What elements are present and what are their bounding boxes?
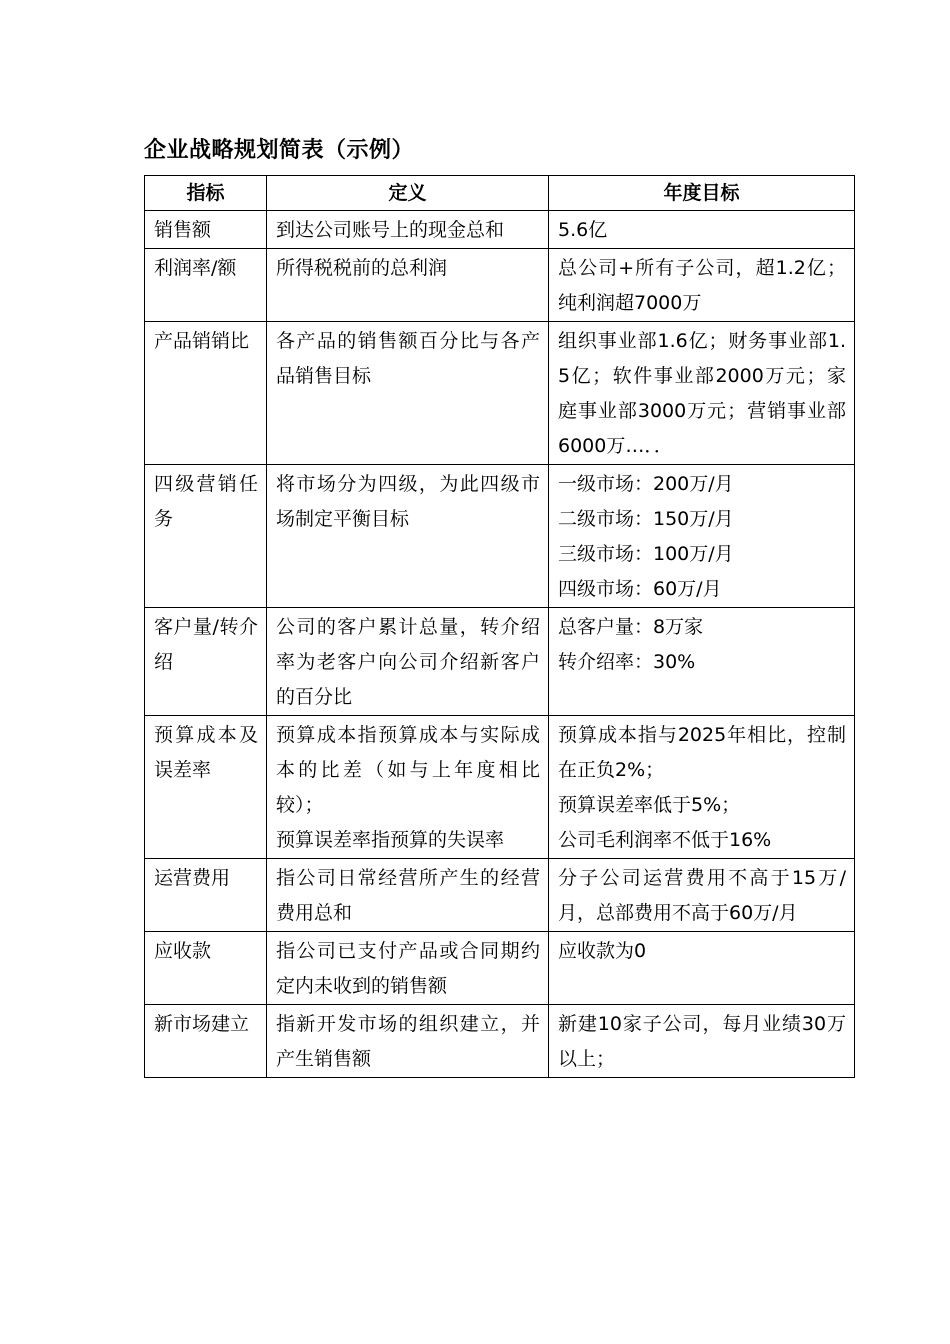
annual-target-cell — [549, 859, 855, 932]
annual-target-cell — [549, 608, 855, 716]
indicator-cell: 应收款 — [145, 932, 267, 1005]
annual-target-cell — [549, 465, 855, 608]
indicator-cell: 新市场建立 — [145, 1005, 267, 1078]
table-row — [145, 211, 855, 249]
annual-target-cell — [549, 932, 855, 1005]
indicator-cell: 四级营销任务 — [145, 465, 267, 608]
target-line: 分子公司运营费用不高于15万/月，总部费用不高于60万/月 — [558, 867, 846, 924]
table-row — [145, 465, 855, 608]
table-row — [145, 716, 855, 859]
definition-line: 指新开发市场的组织建立，并产生销售额 — [276, 1013, 540, 1070]
definition-line: 将市场分为四级，为此四级市场制定平衡目标 — [276, 473, 540, 530]
table-row — [145, 932, 855, 1005]
target-line: 组织事业部1.6亿；财务事业部1.5亿；软件事业部2000万元；家庭事业部3000万元；营销事业部6000万…．． — [558, 330, 846, 457]
annual-target-cell — [549, 211, 855, 249]
strategy-table — [144, 175, 855, 1078]
target-line: 应收款为0 — [558, 940, 647, 962]
indicator-cell: 运营费用 — [145, 859, 267, 932]
target-line: 总客户量：8万家 — [558, 616, 704, 638]
table-row — [145, 322, 855, 465]
definition-cell — [267, 716, 549, 859]
target-line: 四级市场：60万/月 — [558, 578, 722, 600]
definition-cell — [267, 211, 549, 249]
definition-cell — [267, 608, 549, 716]
target-line: 二级市场：150万/月 — [558, 508, 734, 530]
target-line: 预算成本指与2025年相比，控制在正负2%； — [558, 724, 846, 781]
table-header-row — [145, 176, 855, 211]
header-definition: 定义 — [267, 176, 549, 211]
indicator-cell: 预算成本及误差率 — [145, 716, 267, 859]
definition-cell — [267, 249, 549, 322]
table-body — [145, 211, 855, 1078]
header-annual-target: 年度目标 — [549, 176, 855, 211]
definition-cell — [267, 1005, 549, 1078]
definition-cell — [267, 465, 549, 608]
annual-target-cell — [549, 716, 855, 859]
target-line: 总公司+所有子公司，超1.2亿；纯利润超7000万 — [558, 257, 846, 314]
definition-line: 指公司已支付产品或合同期约定内未收到的销售额 — [276, 940, 540, 997]
indicator-cell: 销售额 — [145, 211, 267, 249]
annual-target-cell — [549, 322, 855, 465]
table-row — [145, 1005, 855, 1078]
definition-line: 所得税税前的总利润 — [276, 257, 448, 279]
table-row — [145, 608, 855, 716]
table-row — [145, 249, 855, 322]
definition-line: 预算误差率指预算的失误率 — [276, 829, 505, 851]
target-line: 预算误差率低于5%； — [558, 794, 741, 816]
definition-line: 各产品的销售额百分比与各产品销售目标 — [276, 330, 540, 387]
target-line: 转介绍率：30% — [558, 651, 696, 673]
header-indicator: 指标 — [145, 176, 267, 211]
table-row — [145, 859, 855, 932]
target-line: 一级市场：200万/月 — [558, 473, 734, 495]
indicator-cell: 产品销销比 — [145, 322, 267, 465]
indicator-cell: 利润率/额 — [145, 249, 267, 322]
target-line: 新建10家子公司，每月业绩30万以上； — [558, 1013, 846, 1070]
annual-target-cell — [549, 1005, 855, 1078]
definition-cell — [267, 859, 549, 932]
definition-line: 到达公司账号上的现金总和 — [276, 219, 505, 241]
definition-line: 指公司日常经营所产生的经营费用总和 — [276, 867, 540, 924]
target-line: 公司毛利润率不低于16% — [558, 829, 772, 851]
definition-cell — [267, 322, 549, 465]
definition-line: 公司的客户累计总量，转介绍率为老客户向公司介绍新客户的百分比 — [276, 616, 540, 708]
target-line: 5.6亿 — [558, 219, 608, 241]
definition-cell — [267, 932, 549, 1005]
target-line: 三级市场：100万/月 — [558, 543, 734, 565]
indicator-cell: 客户量/转介绍 — [145, 608, 267, 716]
document-title: 企业战略规划简表（示例） — [144, 138, 415, 163]
annual-target-cell — [549, 249, 855, 322]
definition-line: 预算成本指预算成本与实际成本的比差（如与上年度相比较）； — [276, 724, 540, 816]
